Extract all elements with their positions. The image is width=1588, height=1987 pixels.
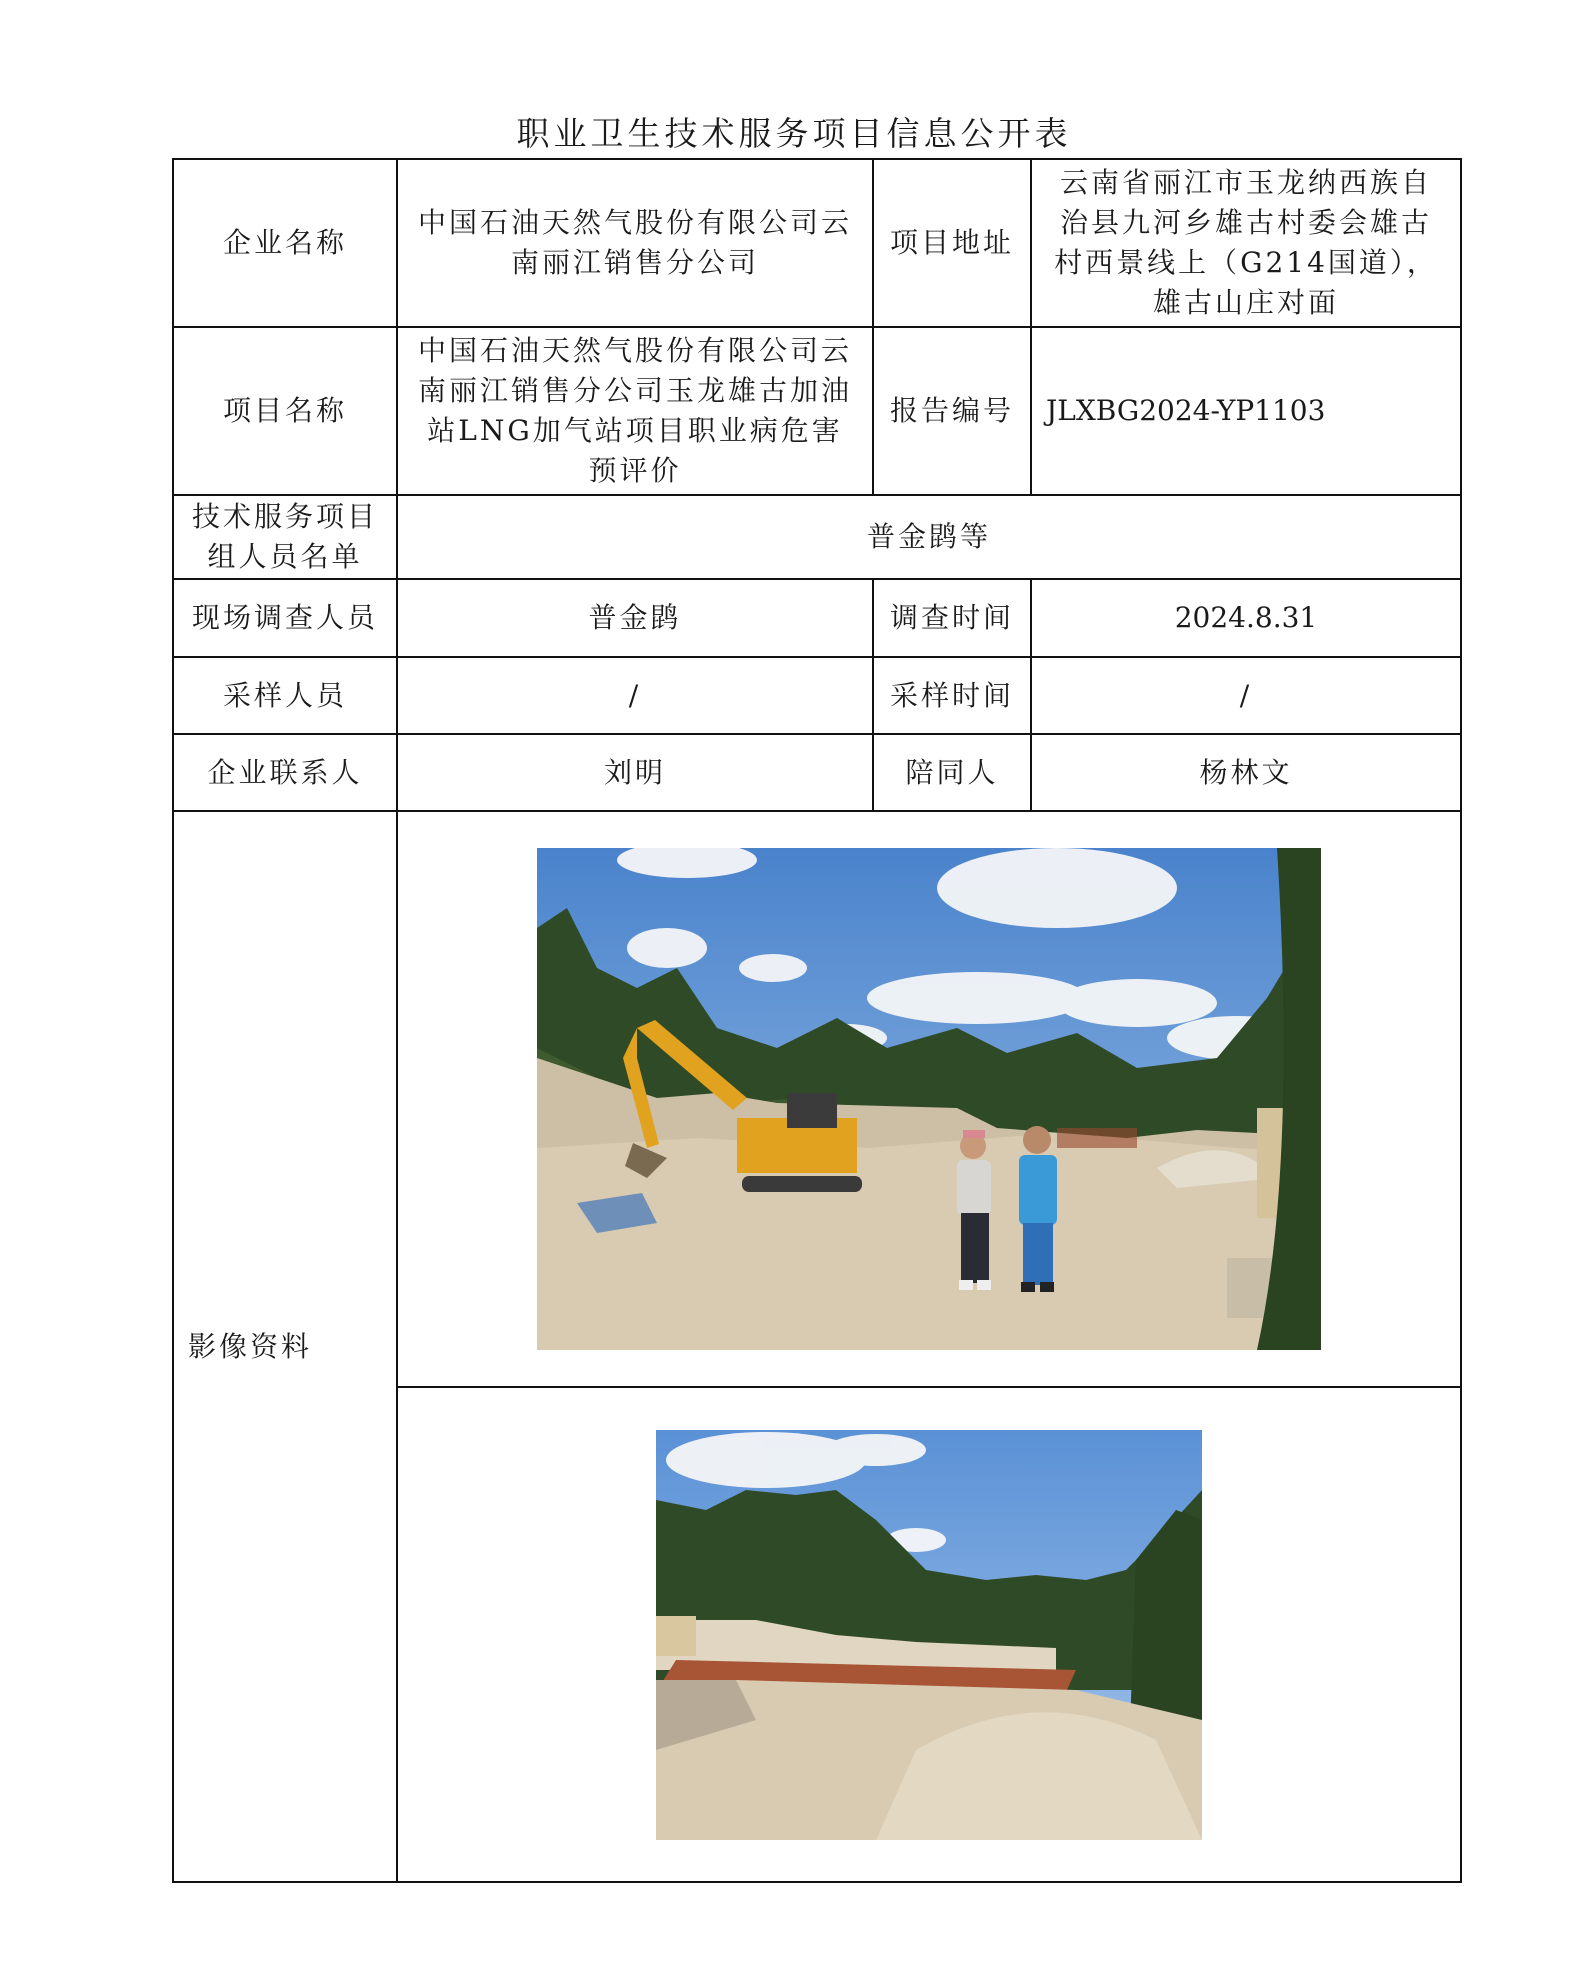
table-row: [173, 811, 1461, 1387]
sample-time-value: /: [1031, 657, 1461, 734]
images-label: 影像资料: [173, 811, 397, 1882]
address-label: 项目地址: [873, 159, 1031, 327]
company-value: 中国石油天然气股份有限公司云南丽江销售分公司: [397, 159, 873, 327]
team-value: 普金鹍等: [397, 495, 1461, 579]
site-photo-2: [656, 1430, 1202, 1840]
photo-cell-1: [397, 811, 1461, 1387]
survey-time-label: 调查时间: [873, 579, 1031, 657]
table-row: [173, 495, 1461, 579]
team-label: 技术服务项目组人员名单: [173, 495, 397, 579]
site-photo-1: [537, 848, 1321, 1350]
table-row: [173, 327, 1461, 495]
escort-value: 杨林文: [1031, 734, 1461, 811]
survey-time-value: 2024.8.31: [1031, 579, 1461, 657]
project-value: 中国石油天然气股份有限公司云南丽江销售分公司玉龙雄古加油站LNG加气站项目职业病危害预评价: [397, 327, 873, 495]
page-title: 职业卫生技术服务项目信息公开表: [516, 114, 1072, 153]
table-row: [173, 657, 1461, 734]
sampler-label: 采样人员: [173, 657, 397, 734]
report-value: JLXBG2024-YP1103: [1031, 327, 1461, 495]
contact-label: 企业联系人: [173, 734, 397, 811]
escort-label: 陪同人: [873, 734, 1031, 811]
report-label: 报告编号: [873, 327, 1031, 495]
contact-value: 刘明: [397, 734, 873, 811]
photo-cell-2: [397, 1387, 1461, 1882]
table-row: [173, 579, 1461, 657]
survey-value: 普金鹍: [397, 579, 873, 657]
sampler-value: /: [397, 657, 873, 734]
project-label: 项目名称: [173, 327, 397, 495]
table-row: [173, 734, 1461, 811]
info-table: [172, 158, 1462, 1883]
table-row: [173, 159, 1461, 327]
company-label: 企业名称: [173, 159, 397, 327]
address-value: 云南省丽江市玉龙纳西族自治县九河乡雄古村委会雄古村西景线上（G214国道），雄古山庄对面: [1031, 159, 1461, 327]
sample-time-label: 采样时间: [873, 657, 1031, 734]
survey-label: 现场调查人员: [173, 579, 397, 657]
